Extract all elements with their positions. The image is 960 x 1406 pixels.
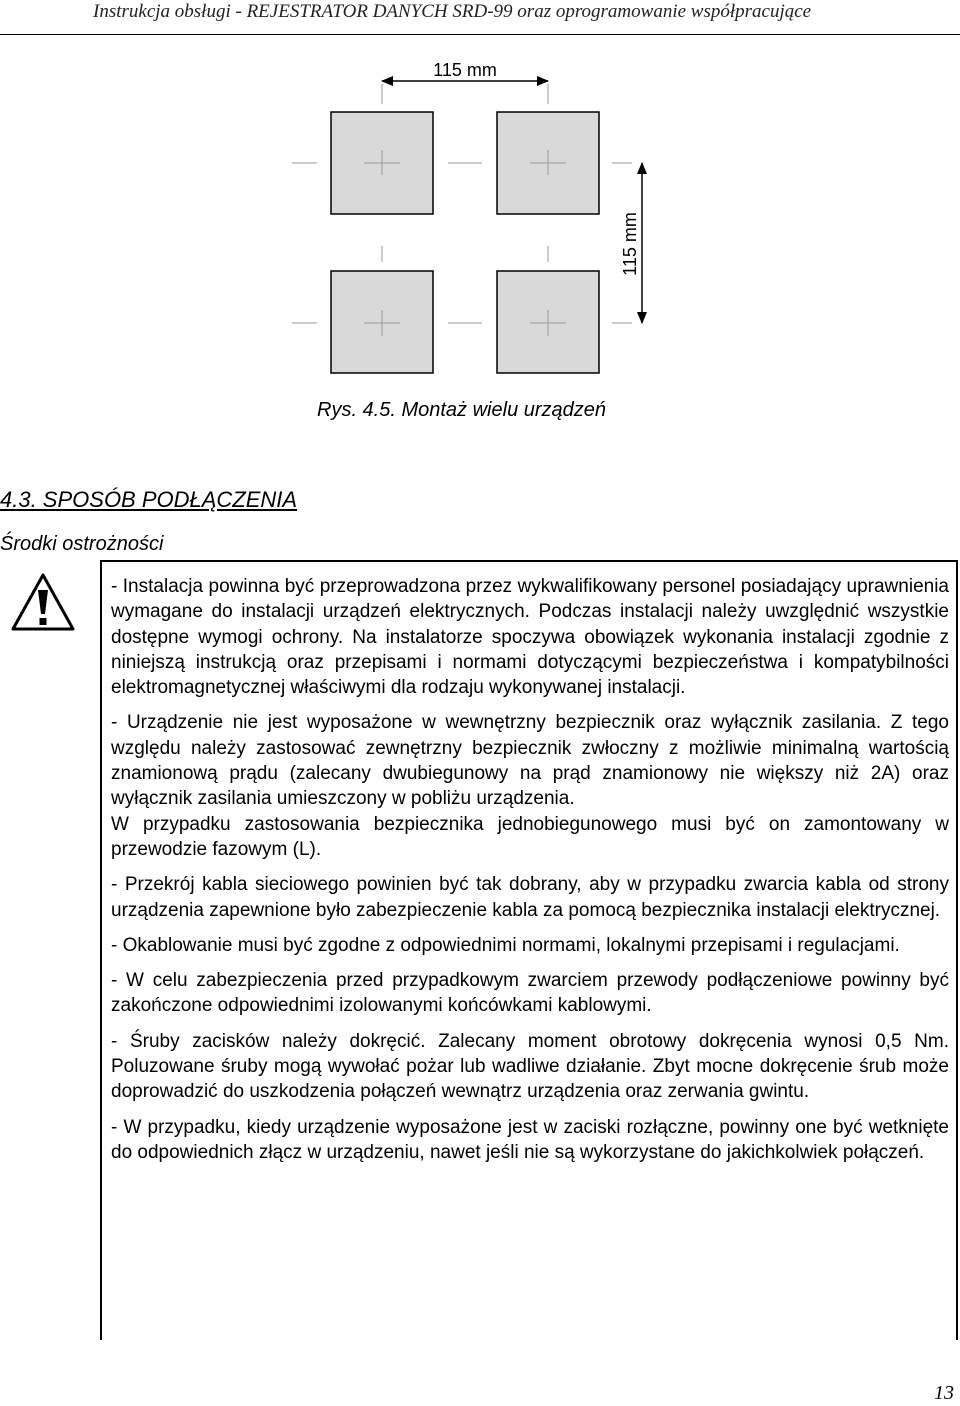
warning-paragraph-cable: - Przekrój kabla sieciowego powinien być tak dobrany, aby w przypadku zwarcia kabla od strony urządzenia zapewnione było zabezpieczenie kabla za pomocą bezpiecznika instalacji elektrycznej. [111, 874, 949, 921]
section-subtitle: Środki ostrożności [0, 533, 164, 555]
page-header [0, 0, 960, 35]
warning-triangle-icon [10, 572, 76, 632]
warning-paragraph-connectors: - W przypadku, kiedy urządzenie wyposażone jest w zaciski rozłączne, powinny one być wetknięte do odpowiednich złącz w urządzeniu, nawet jeśli nie są wykorzystane do jakichkolwiek połączeń. [111, 1116, 949, 1163]
warning-text [111, 574, 949, 1175]
warning-paragraph-wiring: - Okablowanie musi być zgodne z odpowiednimi normami, lokalnymi przepisami i regulacjami. [111, 934, 900, 956]
vertical-dimension-label: 115 mm [620, 212, 640, 276]
section-title: 4.3. SPOSÓB PODŁĄCZENIA [0, 487, 298, 512]
figure-caption: Rys. 4.5. Montaż wielu urządzeń [317, 399, 607, 421]
page-number: 13 [934, 1382, 954, 1404]
warning-paragraph-screws: - Śruby zacisków należy dokręcić. Zalecany moment obrotowy dokręcenia wynosi 0,5 Nm. Poluzowane śruby mogą wywołać pożar lub wadliwe działanie. Zbyt mocne dokręcenie śrub może doprowadzić do uszkodzenia połączeń wewnątrz urządzenia oraz zerwania gwintu. [111, 1030, 949, 1103]
mounting-diagram [0, 40, 960, 400]
warning-paragraph-fuse: - Urządzenie nie jest wyposażone w wewnętrzny bezpiecznik oraz wyłącznik zasilania. Z tego względu należy zastosować zewnętrzny bezpiecznik zwłoczny z możliwie minimalną wartością znamionową prądu (zalecany dwubiegunowy na prąd znamionowy nie większy niż 2A) oraz wyłącznik zasilania umieszczony w pobliżu urządzenia. W przypadku zastosowania bezpiecznika jednobiegunowego musi być on zamontowany w przewodzie fazowym (L). [111, 712, 949, 860]
warning-paragraph-installation: - Instalacja powinna być przeprowadzona przez wykwalifikowany personel posiadający uprawnienia wymagane do instalacji urządzeń elektrycznych. Podczas instalacji należy uwzględnić wszystkie dostępne wymogi ochrony. Na instalatorze spoczywa obowiązek wykonania instalacji zgodnie z niniejszą instrukcją oraz przepisami i normami dotyczącymi bezpieczeństwa i kompatybilności elektromagnetycznej właściwymi dla rodzaju wykonywanej instalacji. [111, 576, 949, 699]
warning-paragraph-terminals: - W celu zabezpieczenia przed przypadkowym zwarciem przewody podłączeniowe powinny być zakończone odpowiednimi izolowanymi końcówkami kablowymi. [111, 970, 949, 1017]
horizontal-dimension-label: 115 mm [433, 60, 497, 80]
header-title: Instrukcja obsługi - REJESTRATOR DANYCH SRD-99 oraz oprogramowanie współpracujące [93, 1, 812, 22]
